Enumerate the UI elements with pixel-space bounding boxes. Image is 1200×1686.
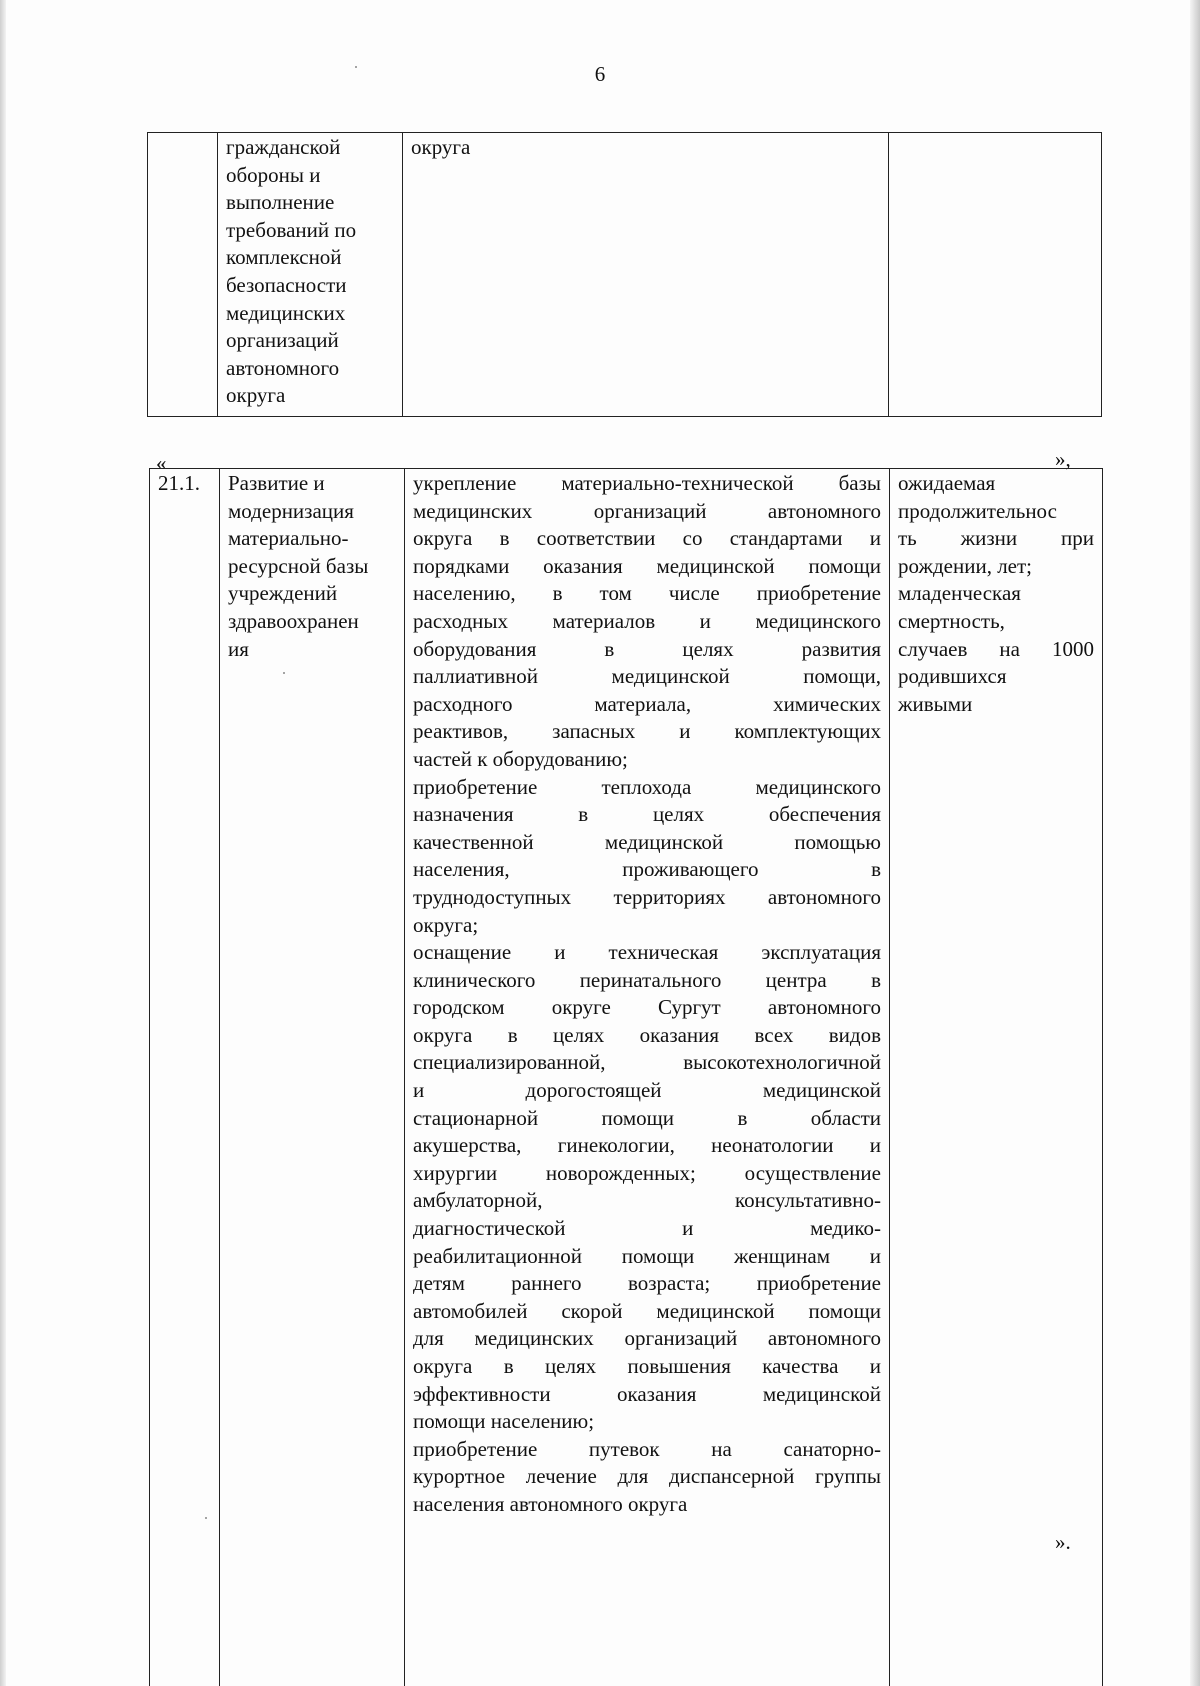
continued-name-line: организаций [226,328,339,353]
main-indicator-line: случаев на 1000 [898,636,1094,661]
main-table [149,468,1103,1686]
main-indicator-line: живыми [898,691,973,716]
main-description-line: укрепление материально-технической базы [413,471,881,495]
main-cell-number: 21.1. [150,469,220,1686]
main-indicator-line: смертность, [898,608,1005,633]
main-indicator-line: ть жизни при [898,526,1094,551]
main-cell-name [220,469,405,1686]
main-description-line: реабилитационной помощи женщинам и [413,1243,881,1268]
scan-speck [283,672,285,674]
main-description-line: населения автономного округа [413,1491,688,1516]
main-cell-indicator [890,469,1103,1686]
continued-table-row [148,133,1102,417]
scan-speck [205,1517,207,1519]
page-edge-right [1190,0,1200,1686]
main-table-row [150,469,1103,1686]
opening-quote: « [156,451,167,475]
closing-quote-last: ». [1055,1530,1071,1554]
continued-name-line: округа [226,383,286,408]
main-description-line: и дорогостоящей медицинской [413,1078,881,1103]
continued-name-line: обороны и [226,162,321,187]
main-description-line: акушерства, гинекологии, неонатологии и [413,1133,881,1158]
main-description-line: детям раннего возраста; приобретение [413,1271,881,1296]
main-name-line: модернизация [228,498,354,523]
main-description-line: округа в целях повышения качества и [413,1354,881,1378]
main-description-line: для медицинских организаций автономного [413,1326,881,1351]
main-name-line: ресурсной базы [228,553,369,578]
main-description-line: назначения в целях обеспечения [413,802,881,827]
main-name-line: Развитие и [228,471,325,495]
main-description-line: хирургии новорожденных; осуществление [413,1160,881,1185]
main-description-line: курортное лечение для диспансерной группы [413,1464,881,1489]
main-description-line: округа в соответствии со стандартами и [413,526,881,551]
main-description-line: автомобилей скорой медицинской помощи [413,1298,881,1323]
continued-name-line: гражданской [226,135,341,159]
main-indicator-line: рождении, лет; [898,553,1033,578]
page-edge-left [0,0,6,1686]
main-description-line: помощи населению; [413,1409,595,1434]
main-cell-description [405,469,890,1686]
main-indicator-line: младенческая [898,581,1021,606]
main-description-line: оборудования в целях развития [413,636,881,661]
main-description-line: городском округе Сургут автономного [413,995,881,1020]
main-description-line: стационарной помощи в области [413,1105,881,1130]
main-description-line: качественной медицинской помощью [413,829,881,854]
main-name-line: здравоохранен [228,608,359,633]
main-description-line: приобретение теплохода медицинского [413,774,881,799]
continued-cell-name [218,133,403,417]
main-description-line: населению, в том числе приобретение [413,581,881,606]
main-description-line: приобретение путевок на санаторно- [413,1436,881,1461]
main-description-line: расходных материалов и медицинского [413,608,881,633]
main-description-line: труднодоступных территориях автономного [413,884,881,909]
main-description-line: клинического перинатального центра в [413,967,881,992]
main-description-line: оснащение и техническая эксплуатация [413,940,881,965]
main-description-line: порядками оказания медицинской помощи [413,553,881,578]
continued-name-line: безопасности [226,272,347,297]
continued-name-line: автономного [226,355,340,380]
main-name-line: ия [228,636,249,661]
main-description-line: округа; [413,912,479,937]
main-description-line: специализированной, высокотехнологичной [413,1050,881,1075]
continued-name-line: выполнение [226,190,335,215]
main-description-line: диагностической и медико- [413,1216,881,1241]
page-number: 6 [594,62,606,86]
continued-cell-indicator [889,133,1102,417]
main-description-line: реактивов, запасных и комплектующих [413,719,881,744]
main-description-line: амбулаторной, консультативно- [413,1188,881,1213]
closing-quote-first: », [1055,447,1071,471]
main-description-line: округа в целях оказания всех видов [413,1022,881,1047]
continued-name-line: медицинских [226,300,346,325]
main-indicator-line: ожидаемая [898,471,996,495]
continued-name-line: комплексной [226,245,342,270]
continued-name-line: требований по [226,217,357,242]
main-description-line: расходного материала, химических [413,691,881,716]
continued-cell-number [148,133,218,417]
main-description-line: эффективности оказания медицинской [413,1381,881,1406]
scan-speck [355,66,357,68]
main-description-line: населения, проживающего в [413,857,881,882]
main-description-line: медицинских организаций автономного [413,498,881,523]
main-indicator-line: родившихся [898,664,1007,689]
main-name-line: учреждений [228,581,338,606]
main-name-line: материально- [228,526,349,551]
continued-cell-description: округа [403,133,889,417]
continued-table [147,132,1102,417]
main-description-line: паллиативной медицинской помощи, [413,664,881,689]
main-description-line: частей к оборудованию; [413,746,628,771]
main-indicator-line: продолжительнос [898,498,1057,523]
